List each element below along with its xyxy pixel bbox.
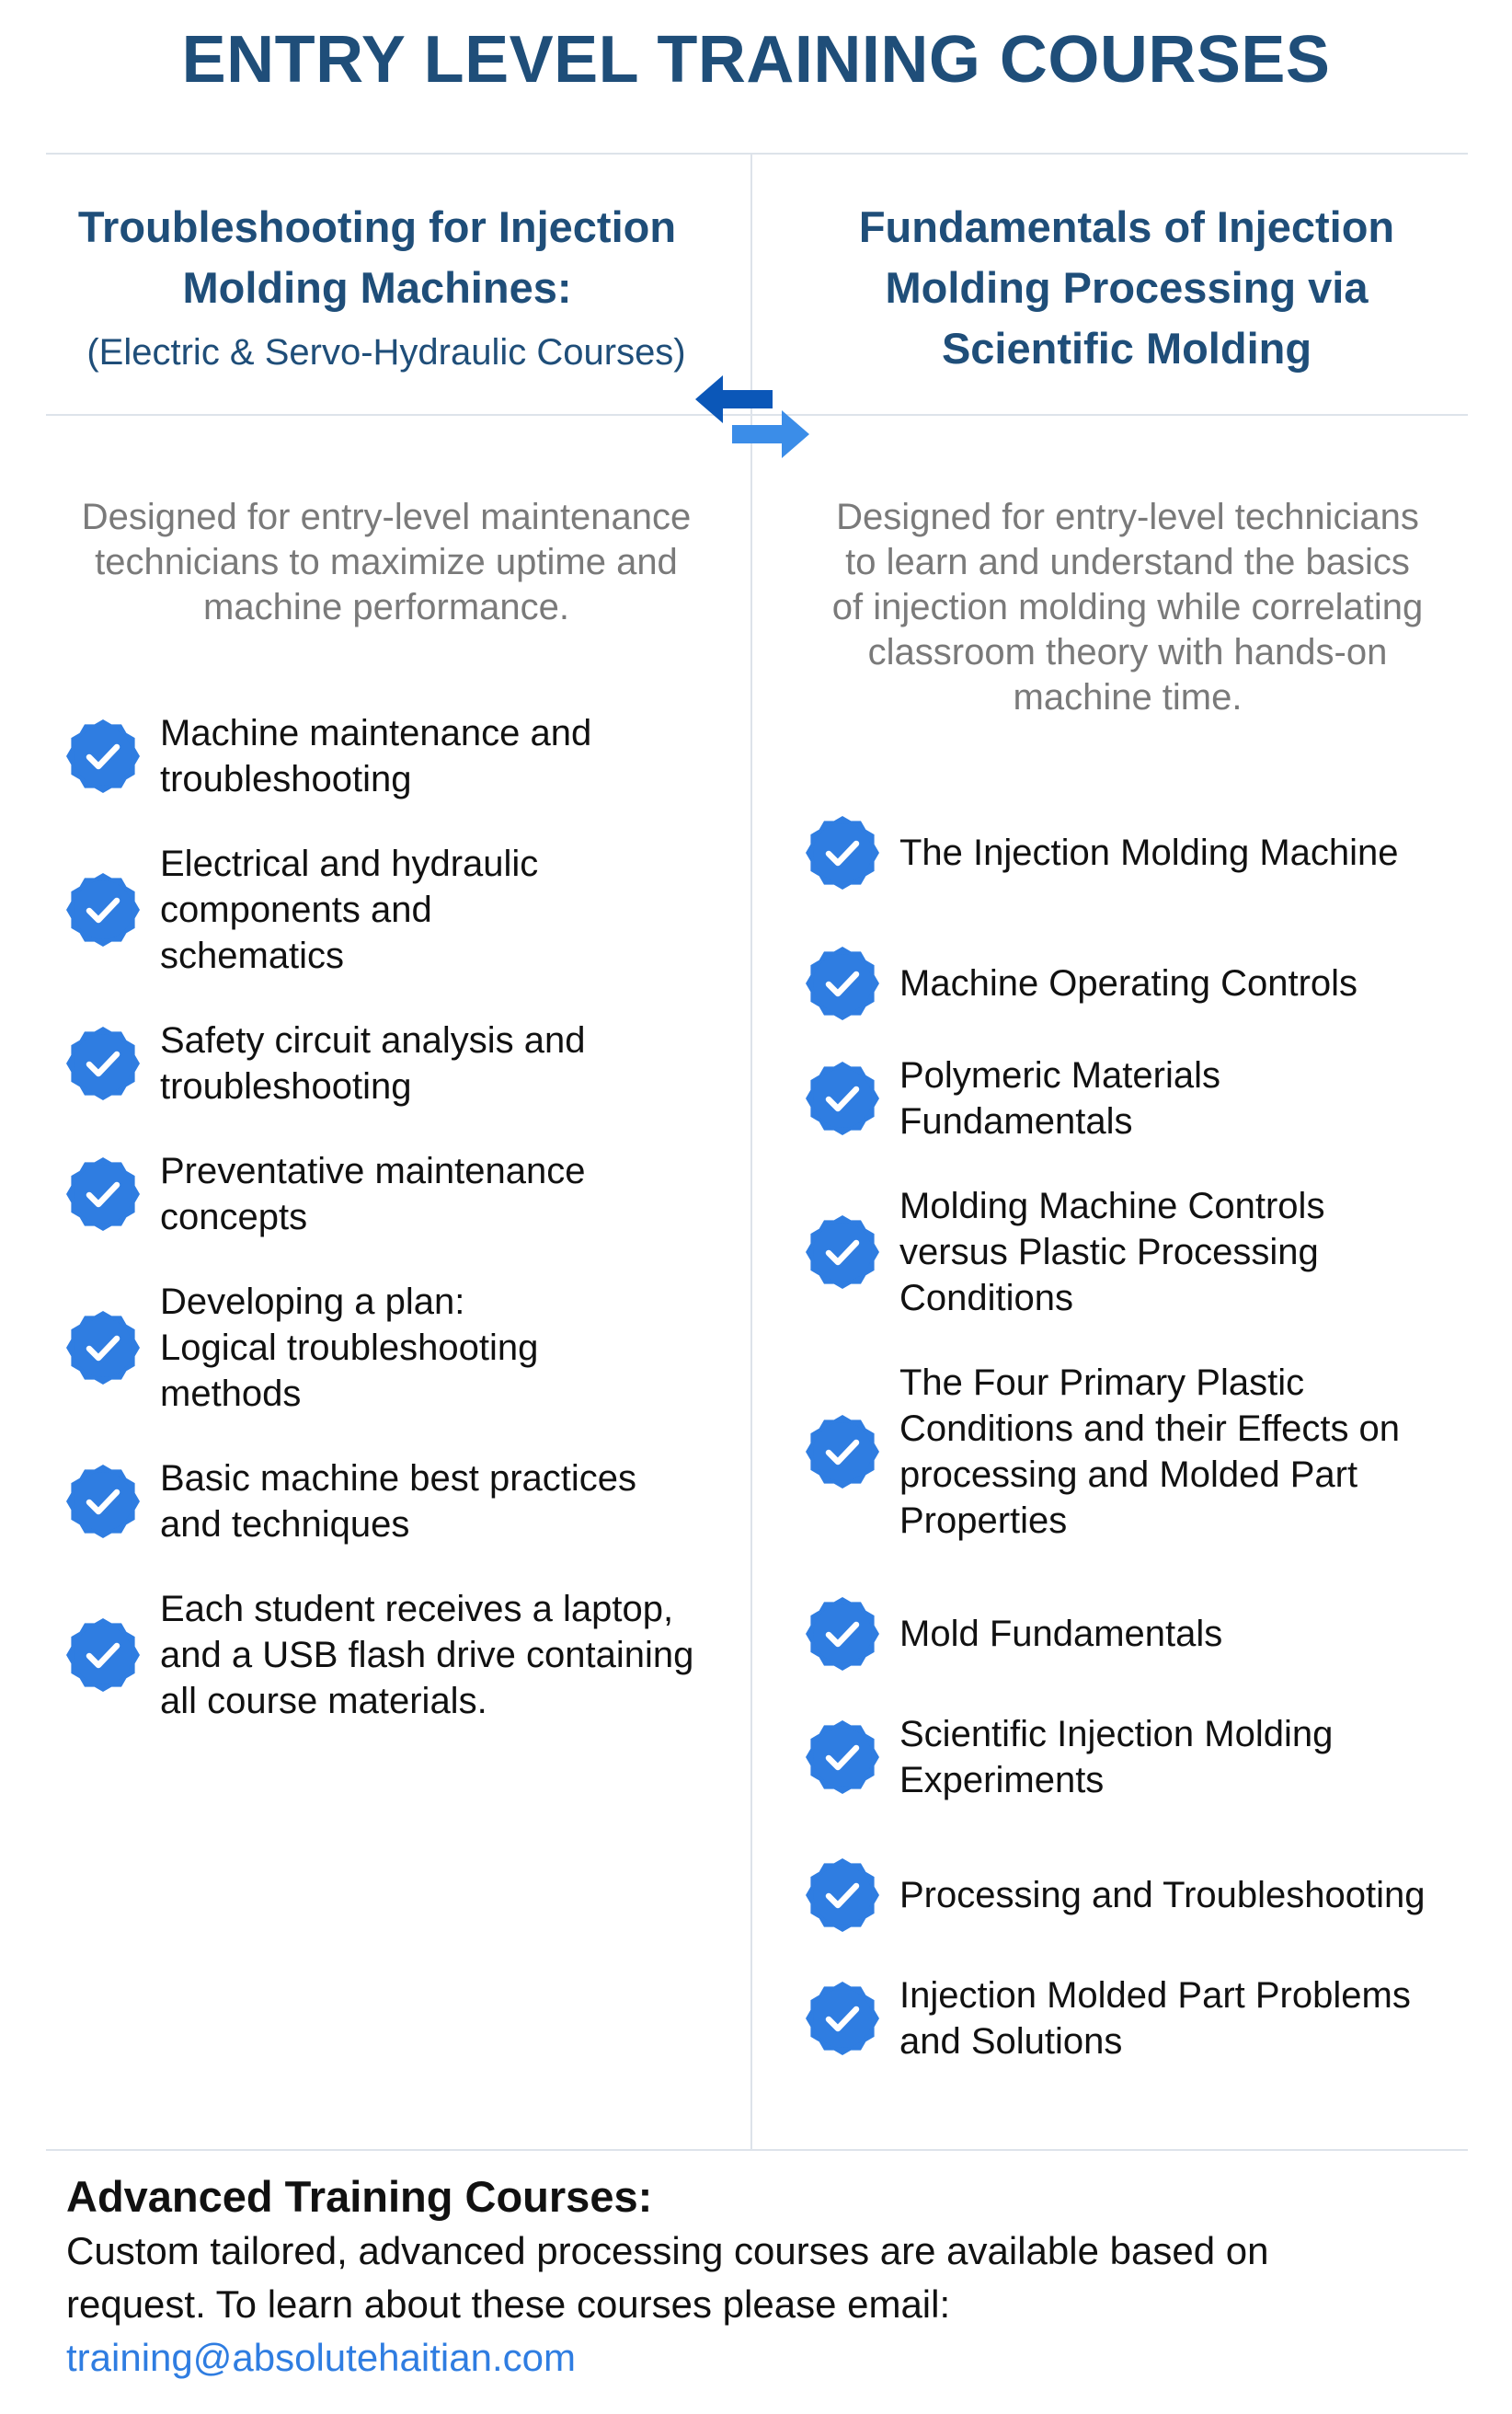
check-badge-icon [64,1025,142,1102]
list-item-text: Electrical and hydraulic [160,844,539,884]
list-item [804,1856,1425,1934]
top-divider [46,153,1468,155]
list-item-text: components and [160,890,432,930]
check-badge-icon [804,1060,881,1137]
list-item [804,814,1399,891]
advanced-courses-section [66,2169,1446,2385]
list-item-text: and a USB flash drive containing [160,1635,694,1675]
list-item-text: troubleshooting [160,759,412,799]
list-item [804,1360,1400,1544]
check-badge-icon [804,1595,881,1673]
left-course-title-line: Troubleshooting for Injection [77,202,677,251]
list-item-text: schematics [160,936,345,976]
advanced-courses-text-line: Custom tailored, advanced processing courses are available based on [66,2229,1269,2272]
list-item-text: Preventative maintenance [160,1151,586,1191]
description-line: Designed for entry-level maintenance [81,497,692,537]
list-item-text: Each student receives a laptop, [160,1589,674,1629]
description-line: machine time. [1013,677,1243,718]
list-item [64,1017,585,1109]
list-item-text: and Solutions [899,2021,1123,2062]
description-line: of injection molding while correlating [831,587,1424,627]
check-badge-icon [64,1309,142,1386]
advanced-courses-text-line: request. To learn about these courses please email: [66,2282,951,2326]
description-line: technicians to maximize uptime and [95,542,678,582]
list-item [804,1711,1333,1803]
check-badge-icon [804,1980,881,2057]
list-item [64,1586,693,1724]
list-item-text: Experiments [899,1760,1105,1800]
right-course-title-line: Fundamentals of Injection [858,202,1395,251]
list-item-text: troubleshooting [160,1066,412,1107]
description-line: classroom theory with hands-on [867,632,1388,672]
list-item-text: Injection Molded Part Problems [899,1975,1411,2016]
description-line: machine performance. [203,587,569,627]
list-item-text: Machine maintenance and [160,713,592,753]
list-item-text: Fundamentals [899,1101,1133,1142]
list-item-text: processing and Molded Part [899,1454,1358,1495]
advanced-courses-title: Advanced Training Courses: [66,2172,653,2221]
list-item [64,1279,538,1417]
list-item [64,1148,586,1240]
left-course-subtitle: (Electric & Servo-Hydraulic Courses) [86,332,686,373]
list-item-text: methods [160,1374,302,1414]
footer-divider [46,2149,1468,2151]
swap-arrows-icon [688,370,817,462]
list-item-text: Processing and Troubleshooting [899,1875,1426,1915]
check-badge-icon [804,1856,881,1934]
right-course-title [791,197,1462,379]
list-item-text: Developing a plan: [160,1282,465,1322]
check-badge-icon [64,1463,142,1540]
list-item-text: versus Plastic Processing [899,1232,1319,1272]
list-item [804,1183,1324,1321]
check-badge-icon [64,871,142,948]
list-item-text: Scientific Injection Molding [899,1714,1334,1754]
list-item-text: Logical troubleshooting [160,1328,539,1368]
check-badge-icon [804,814,881,891]
list-item-text: Properties [899,1500,1068,1541]
list-item-text: concepts [160,1197,308,1237]
check-badge-icon [64,1155,142,1233]
list-item [804,1595,1222,1673]
description-line: to learn and understand the basics [845,542,1410,582]
list-item [64,841,538,979]
list-item [64,1455,636,1547]
left-course-title [37,197,717,318]
list-item [64,710,591,802]
list-item-text: The Injection Molding Machine [899,833,1399,873]
list-item-text: Polymeric Materials [899,1055,1220,1096]
page-title: ENTRY LEVEL TRAINING COURSES [181,23,1331,97]
right-course-title-line: Scientific Molding [941,324,1312,373]
left-course-description [37,495,736,630]
list-item-text: Conditions and their Effects on [899,1408,1401,1449]
check-badge-icon [64,1616,142,1694]
list-item-text: Basic machine best practices [160,1458,637,1499]
list-item-text: all course materials. [160,1681,487,1721]
list-item-text: Mold Fundamentals [899,1614,1223,1654]
check-badge-icon [804,1719,881,1796]
list-item-text: and techniques [160,1504,410,1545]
list-item [804,1052,1220,1144]
list-item-text: Conditions [899,1278,1074,1318]
advanced-courses-text [66,2224,1446,2331]
list-item-text: Molding Machine Controls [899,1186,1325,1226]
list-item [804,1972,1411,2064]
check-badge-icon [804,1413,881,1490]
training-email-link[interactable]: training@absolutehaitian.com [66,2336,576,2379]
check-badge-icon [64,718,142,795]
right-course-title-line: Molding Processing via [885,263,1369,312]
check-badge-icon [804,945,881,1022]
list-item-text: Machine Operating Controls [899,963,1358,1004]
right-course-description [787,495,1468,720]
check-badge-icon [804,1213,881,1291]
list-item [804,945,1357,1022]
list-item-text: Safety circuit analysis and [160,1020,586,1061]
list-item-text: The Four Primary Plastic [899,1362,1305,1403]
left-course-title-line: Molding Machines: [182,263,572,312]
description-line: Designed for entry-level technicians [836,497,1419,537]
